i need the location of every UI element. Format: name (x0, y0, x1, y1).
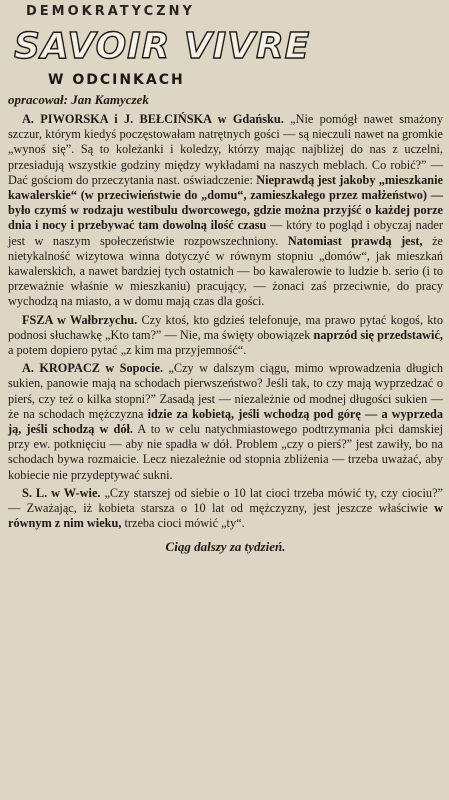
letter-text: trzeba cioci mówić „ty“. (121, 516, 245, 531)
letter-text: — który to pogląd i obyczaj nader jest w naszym społeczeństwie rozpowszechniony. (8, 218, 443, 248)
letter-paragraph (8, 361, 443, 483)
header-author: opracował: Jan Kamyczek (8, 92, 149, 107)
letter-signature: S. L. w W-wie. (22, 485, 101, 500)
letter-paragraph (8, 486, 443, 532)
header-subtitle: W ODCINKACH (48, 72, 185, 88)
letter-text: że nietykalność wizytowa winna dotyczyć w równym stopniu „domów“, jak mieszkań kawalerskich, a nawet bardziej tych ostatnich — bo kawalerowie to ludzie b. serio (i to przeważnie właśnie w mieszkaniu) pracujący, — żonaci zaś przeciwnie, do pracy wychodzą na miasto, a w domu mają czas dla gości. (8, 233, 443, 309)
letter-paragraph (8, 112, 443, 310)
header-kicker: DEMOKRATYCZNY (26, 4, 195, 19)
letter-text: A to w celu natychmiastowego podtrzymania płci damskiej przy ew. potknięciu — aby nie spadła w dół. Problem „czy o pierś?” jest zawiły, bo na schodach bywa rozmaicie. Lecz niezależnie od stopnia zbliżenia — trzeba uważać, aby kobiecie nie przydeptywać sukni. (8, 422, 443, 482)
letter-text: a potem dopiero pytać „z kim ma przyjemność“. (8, 343, 247, 358)
letter-text: „Nie pomógł nawet smażony szczur, którym kiedyś poczęstowałam natrętnych gości — są nieczuli nawet na gromkie „wynoś się”. Są to koleżanki i koledzy, którzy mając najbliżej do nas z uczelni, przesiadują wszystkie godziny między wykładami na naszych meblach. Co robić?” — Dać gościom do przeczytania nast. oświadczenie: (8, 112, 443, 187)
letter-signature: FSZA w Wałbrzychu. (22, 312, 138, 327)
letter-emphasis: naprzód się przedstawić, (313, 327, 443, 342)
letter-text: Czy ktoś, kto gdzieś telefonuje, ma prawo pytać kogoś, kto podnosi słuchawkę „Kto tam?” — Nie, ma święty obowiązek (8, 312, 444, 342)
letter-signature: A. PIWORSKA i J. BEŁCIŃSKA w Gdańsku. (22, 112, 284, 126)
continuation-note: Ciąg dalszy za tydzień. (165, 539, 286, 555)
letter-text: „Czy starszej od siebie o 10 lat cioci trzeba mówić ty, czy ciociu?” — Zważając, iż kobieta starsza o 10 lat od mężczyzny, jest jeszcze właściwie (8, 485, 443, 516)
letter-emphasis: Nieprawdą jest jakoby „mieszkanie kawalerskie“ (w przeciwieństwie do „domu“, zamieszkałego przez małżeństwo) — było czymś w rodzaju westibulu dworcowego, gdzie można przyjść o każdej porze dnia i nocy i przebywać tam dowolną ilość czasu (8, 172, 443, 233)
article-body (8, 112, 443, 555)
letter-paragraph (8, 313, 443, 359)
header-title: SAVOIR VIVRE (14, 26, 311, 67)
article-header (8, 0, 443, 112)
letter-signature: A. KROPACZ w Sopocie. (22, 361, 164, 376)
letter-emphasis: idzie za kobietą, jeśli wchodzą pod górę — a wyprzeda ją, jeśli schodzą w dół. (8, 406, 443, 437)
letter-emphasis: Natomiast prawdą jest, (287, 233, 423, 248)
letter-text: „Czy w dalszym ciągu, mimo wprowadzenia długich sukien, panowie mają na schodach pierwszeństwo? Jeśli tak, to czy mają wyprzedzać o pierś, czy też o kilka stopni?” Zasadą jest — niezależnie od modnej długości sukien — że na schodach mężczyzna (8, 361, 443, 421)
letter-emphasis: w równym z nim wieku, (8, 501, 443, 531)
